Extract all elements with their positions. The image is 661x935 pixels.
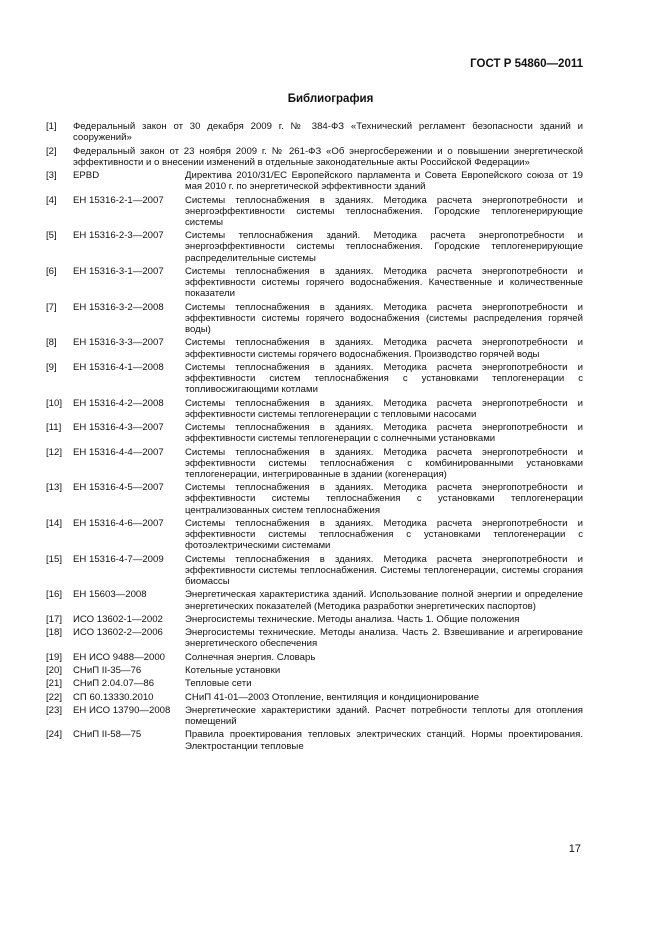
entry-text: Федеральный закон от 30 декабря 2009 г. № 384-ФЗ «Технический регламент безопасности зданий и сооружений» — [73, 121, 583, 144]
entry-number: [1] — [46, 121, 57, 132]
entry-text: Системы теплоснабжения в зданиях. Методика расчета энергопотребности и эффективности системы теплоснабжения с установками теплогенерации централизованных систем теплоснабжения — [185, 482, 583, 516]
bibliography-entry — [46, 302, 583, 336]
entry-code: ЕН 15316-4-2—2008 — [73, 397, 164, 409]
bibliography-entry — [46, 665, 583, 676]
bibliography-entry — [46, 652, 583, 663]
bibliography-entry — [46, 614, 583, 625]
entry-number: [3] — [46, 170, 57, 181]
entry-text: Системы теплоснабжения в зданиях. Методика расчета энергопотребности и эффективности системы теплогенерации с тепловыми насосами — [185, 397, 583, 420]
entry-code: ЕН 15316-3-1—2007 — [73, 265, 164, 277]
entry-text: Энергетическая характеристика зданий. Использование полной энергии и определение энергетических показателей (Методика разработки энергетических паспортов) — [185, 589, 583, 612]
entry-text: СНиП 41-01—2003 Отопление, вентиляция и кондиционирование — [185, 691, 480, 703]
bibliography-list — [46, 121, 583, 754]
entry-code: ЕН 15316-2-3—2007 — [73, 230, 164, 242]
entry-text: Системы теплоснабжения в зданиях. Методика расчета энергопотребности и эффективности системы теплогенерации с солнечными установками — [185, 422, 583, 445]
entry-number: [19] — [46, 651, 63, 663]
entry-code: СНиП 2.04.07—86 — [73, 678, 155, 690]
entry-code: СП 60.13330.2010 — [73, 691, 154, 703]
bibliography-entry — [46, 705, 583, 727]
entry-text: Системы теплоснабжения в зданиях. Методика расчета энергопотребности и эффективности системы горячего водоснабжения. Качественные и количественные показатели — [185, 265, 583, 300]
bibliography-entry — [46, 692, 583, 703]
bibliography-entry — [46, 589, 583, 611]
entry-code: ЕН 15316-2-1—2007 — [73, 194, 164, 206]
entry-code: СНиП II-35—76 — [73, 664, 142, 676]
entry-number: [2] — [46, 145, 57, 157]
bibliography-entry — [46, 230, 583, 264]
entry-number: [6] — [46, 265, 57, 277]
entry-code: ЕН 15316-3-3—2007 — [73, 337, 164, 349]
entry-code: ЕН 15316-4-1—2008 — [73, 361, 164, 373]
bibliography-entry — [46, 518, 583, 552]
entry-code: СНиП II-58—75 — [73, 729, 142, 741]
bibliography-entry — [46, 678, 583, 689]
entry-code: ЕН 15603—2008 — [73, 589, 147, 601]
entry-code: ЕН ИСО 13790—2008 — [73, 704, 171, 716]
entry-text: Федеральный закон от 23 ноября 2009 г. № 261-ФЗ «Об энергосбережении и о повышении энергетической эффективности и о внесении изменений в отдельные законодательные акты Российской Федерации» — [73, 145, 583, 168]
entry-text: Директива 2010/31/ЕС Европейского парламента и Совета Европейского союза от 19 мая 2010 г. по энергетической эффективности зданий — [185, 170, 583, 193]
entry-number: [11] — [46, 422, 62, 434]
entry-text: Системы теплоснабжения в зданиях. Методика расчета энергопотребности и эффективности системы теплоснабжения с комбинированными установками теплогенерации, интегрированные в здании (когенерация) — [185, 446, 583, 480]
bibliography-entry — [46, 195, 583, 229]
entry-text: Правила проектирования тепловых электрических станций. Нормы проектирования. Электростанции тепловые — [185, 729, 583, 752]
entry-number: [5] — [46, 230, 57, 242]
bibliography-entry — [46, 554, 583, 588]
entry-text: Тепловые сети — [185, 678, 252, 690]
bibliography-entry — [46, 729, 583, 751]
entry-text: Системы теплоснабжения зданий. Методика расчета энергопотребности и энергоэффективности системы теплоснабжения. Городские теплогенерирующие распределительные системы — [185, 230, 583, 264]
entry-number: [14] — [46, 517, 63, 529]
entry-code: ЕН 15316-4-5—2007 — [73, 482, 164, 494]
entry-text: Системы теплоснабжения в зданиях. Методика расчета энергопотребности и энергоэффективности системы теплоснабжения. Городские теплогенерирующие системы — [185, 194, 583, 228]
entry-code: ИСО 13602-2—2006 — [73, 627, 163, 639]
entry-number: [4] — [46, 194, 57, 206]
bibliography-entry — [46, 482, 583, 516]
entry-text: Системы теплоснабжения в зданиях. Методика расчета энергопотребности и эффективности систем теплоснабжения с установками теплогенерации с топливосжигающими котлами — [185, 361, 583, 396]
entry-number: [15] — [46, 553, 63, 565]
entry-number: [21] — [46, 678, 63, 690]
entry-code: ЕН 15316-4-7—2009 — [73, 553, 164, 565]
bibliography-entry — [46, 447, 583, 481]
entry-code: ЕН 15316-4-3—2007 — [73, 422, 164, 434]
entry-number: [16] — [46, 589, 63, 601]
page-number: 17 — [568, 843, 581, 855]
entry-text: Котельные установки — [185, 664, 281, 676]
entry-text: Энергосистемы технические. Методы анализа. Часть 1. Общие положения — [185, 613, 520, 625]
bibliography-entry — [46, 422, 583, 444]
entry-number: [10] — [46, 397, 63, 409]
entry-text: Энергетические характеристики зданий. Расчет потребности теплоты для отопления помещений — [185, 704, 583, 728]
bibliography-entry — [46, 146, 583, 168]
entry-number: [8] — [46, 337, 57, 349]
bibliography-entry — [46, 170, 583, 192]
entry-number: [9] — [46, 361, 57, 373]
entry-code: ЕН ИСО 9488—2000 — [73, 651, 166, 663]
entry-number: [24] — [46, 729, 63, 741]
entry-code: ЕН 15316-3-2—2008 — [73, 301, 164, 313]
entry-number: [7] — [46, 301, 57, 313]
entry-number: [17] — [46, 613, 63, 625]
entry-code: ЕН 15316-4-6—2007 — [73, 517, 164, 529]
document-standard-number: ГОСТ Р 54860—2011 — [470, 58, 583, 70]
bibliography-entry — [46, 398, 583, 420]
bibliography-entry — [46, 362, 583, 396]
entry-number: [20] — [46, 664, 63, 676]
entry-number: [22] — [46, 691, 63, 703]
bibliography-entry — [46, 121, 583, 143]
entry-number: [12] — [46, 446, 63, 458]
entry-text: Энергосистемы технические. Методы анализа. Часть 2. Взвешивание и агрегирование энергетического обеспечения — [185, 627, 583, 650]
entry-text: Системы теплоснабжения в зданиях. Методика расчета энергопотребности и эффективности системы теплоснабжения. Системы теплогенерации, системы сгорания биомассы — [185, 553, 583, 588]
entry-code: ЕН 15316-4-4—2007 — [73, 446, 164, 458]
entry-number: [13] — [46, 482, 63, 494]
page-title: Библиография — [287, 93, 374, 105]
bibliography-entry — [46, 337, 583, 359]
entry-text: Системы теплоснабжения в зданиях. Методика расчета энергопотребности и эффективности системы теплоснабжения с установками теплогенерации с фотоэлектрическими системами — [185, 517, 583, 552]
entry-code: ИСО 13602-1—2002 — [73, 613, 163, 625]
entry-text: Системы теплоснабжения в зданиях. Методика расчета энергопотребности и эффективности системы горячего водоснабжения. Производство горячей воды — [185, 337, 583, 360]
bibliography-entry — [46, 266, 583, 300]
entry-text: Системы теплоснабжения в зданиях. Методика расчета энергопотребности и эффективности системы горячего водоснабжения (системы распределения горячей воды) — [185, 301, 583, 336]
entry-text: Солнечная энергия. Словарь — [185, 651, 316, 663]
entry-code: EPBD — [73, 170, 100, 181]
bibliography-entry — [46, 627, 583, 649]
entry-number: [18] — [46, 627, 63, 639]
entry-number: [23] — [46, 704, 63, 716]
